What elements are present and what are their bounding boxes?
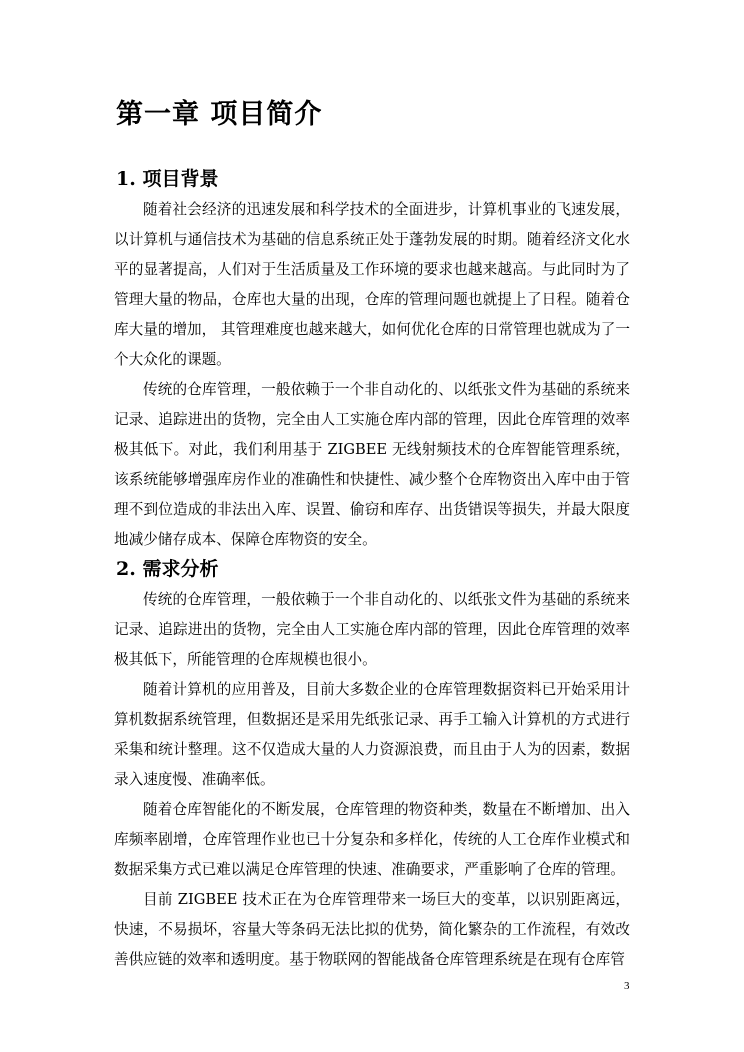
paragraph: 随着计算机的应用普及，目前大多数企业的仓库管理数据资料已开始采用计算机数据系统管理，但数据还是采用先纸张记录、再手工输入计算机的方式进行采集和统计整理。这不仅造成大量的人力资源浪费，而且由于人为的因素，数据录入速度慢、准确率低。: [114, 681, 630, 788]
section-heading-requirements: 2. 需求分析: [116, 558, 219, 580]
paragraph: 传统的仓库管理，一般依赖于一个非自动化的、以纸张文件为基础的系统来记录、追踪进出的货物，完全由人工实施仓库内部的管理，因此仓库管理的效率极其低下，所能管理的仓库规模也很小。: [114, 591, 630, 668]
section-heading-background: 1. 项目背景: [116, 168, 219, 190]
paragraph: 随着仓库智能化的不断发展，仓库管理的物资种类，数量在不断增加、出入库频率剧增，仓库管理作业也已十分复杂和多样化，传统的人工仓库作业模式和数据采集方式已难以满足仓库管理的快速、准确要求，严重影响了仓库的管理。: [114, 801, 630, 878]
paragraph: 目前 ZIGBEE 技术正在为仓库管理带来一场巨大的变革，以识别距离远，快速，不易损坏，容量大等条码无法比拟的优势，简化繁杂的工作流程，有效改善供应链的效率和透明度。基于物联网的智能战备仓库管理系统是在现有仓库管: [114, 891, 630, 968]
paragraph: 随着社会经济的迅速发展和科学技术的全面进步，计算机事业的飞速发展，以计算机与通信技术为基础的信息系统正处于蓬勃发展的时期。随着经济文化水平的显著提高，人们对于生活质量及工作环境的要求也越来越高。与此同时为了管理大量的物品，仓库也大量的出现，仓库的管理问题也就提上了日程。随着仓库大量的增加， 其管理难度也越来越大，如何优化仓库的日常管理也就成为了一个大众化的课题。: [114, 201, 630, 368]
paragraph: 传统的仓库管理，一般依赖于一个非自动化的、以纸张文件为基础的系统来记录、追踪进出的货物，完全由人工实施仓库内部的管理，因此仓库管理的效率极其低下。对此，我们利用基于 ZIGBEE 无线射频技术的仓库智能管理系统，该系统能够增强库房作业的准确性和快捷性、减少整个仓库物资出入库中由于管理不到位造成的非法出入库、误置、偷窃和库存、出货错误等损失，并最大限度地减少储存成本、保障仓库物资的安全。: [114, 381, 630, 548]
chapter-title: 第一章 项目简介: [116, 99, 323, 130]
page-number: 3: [624, 980, 630, 992]
